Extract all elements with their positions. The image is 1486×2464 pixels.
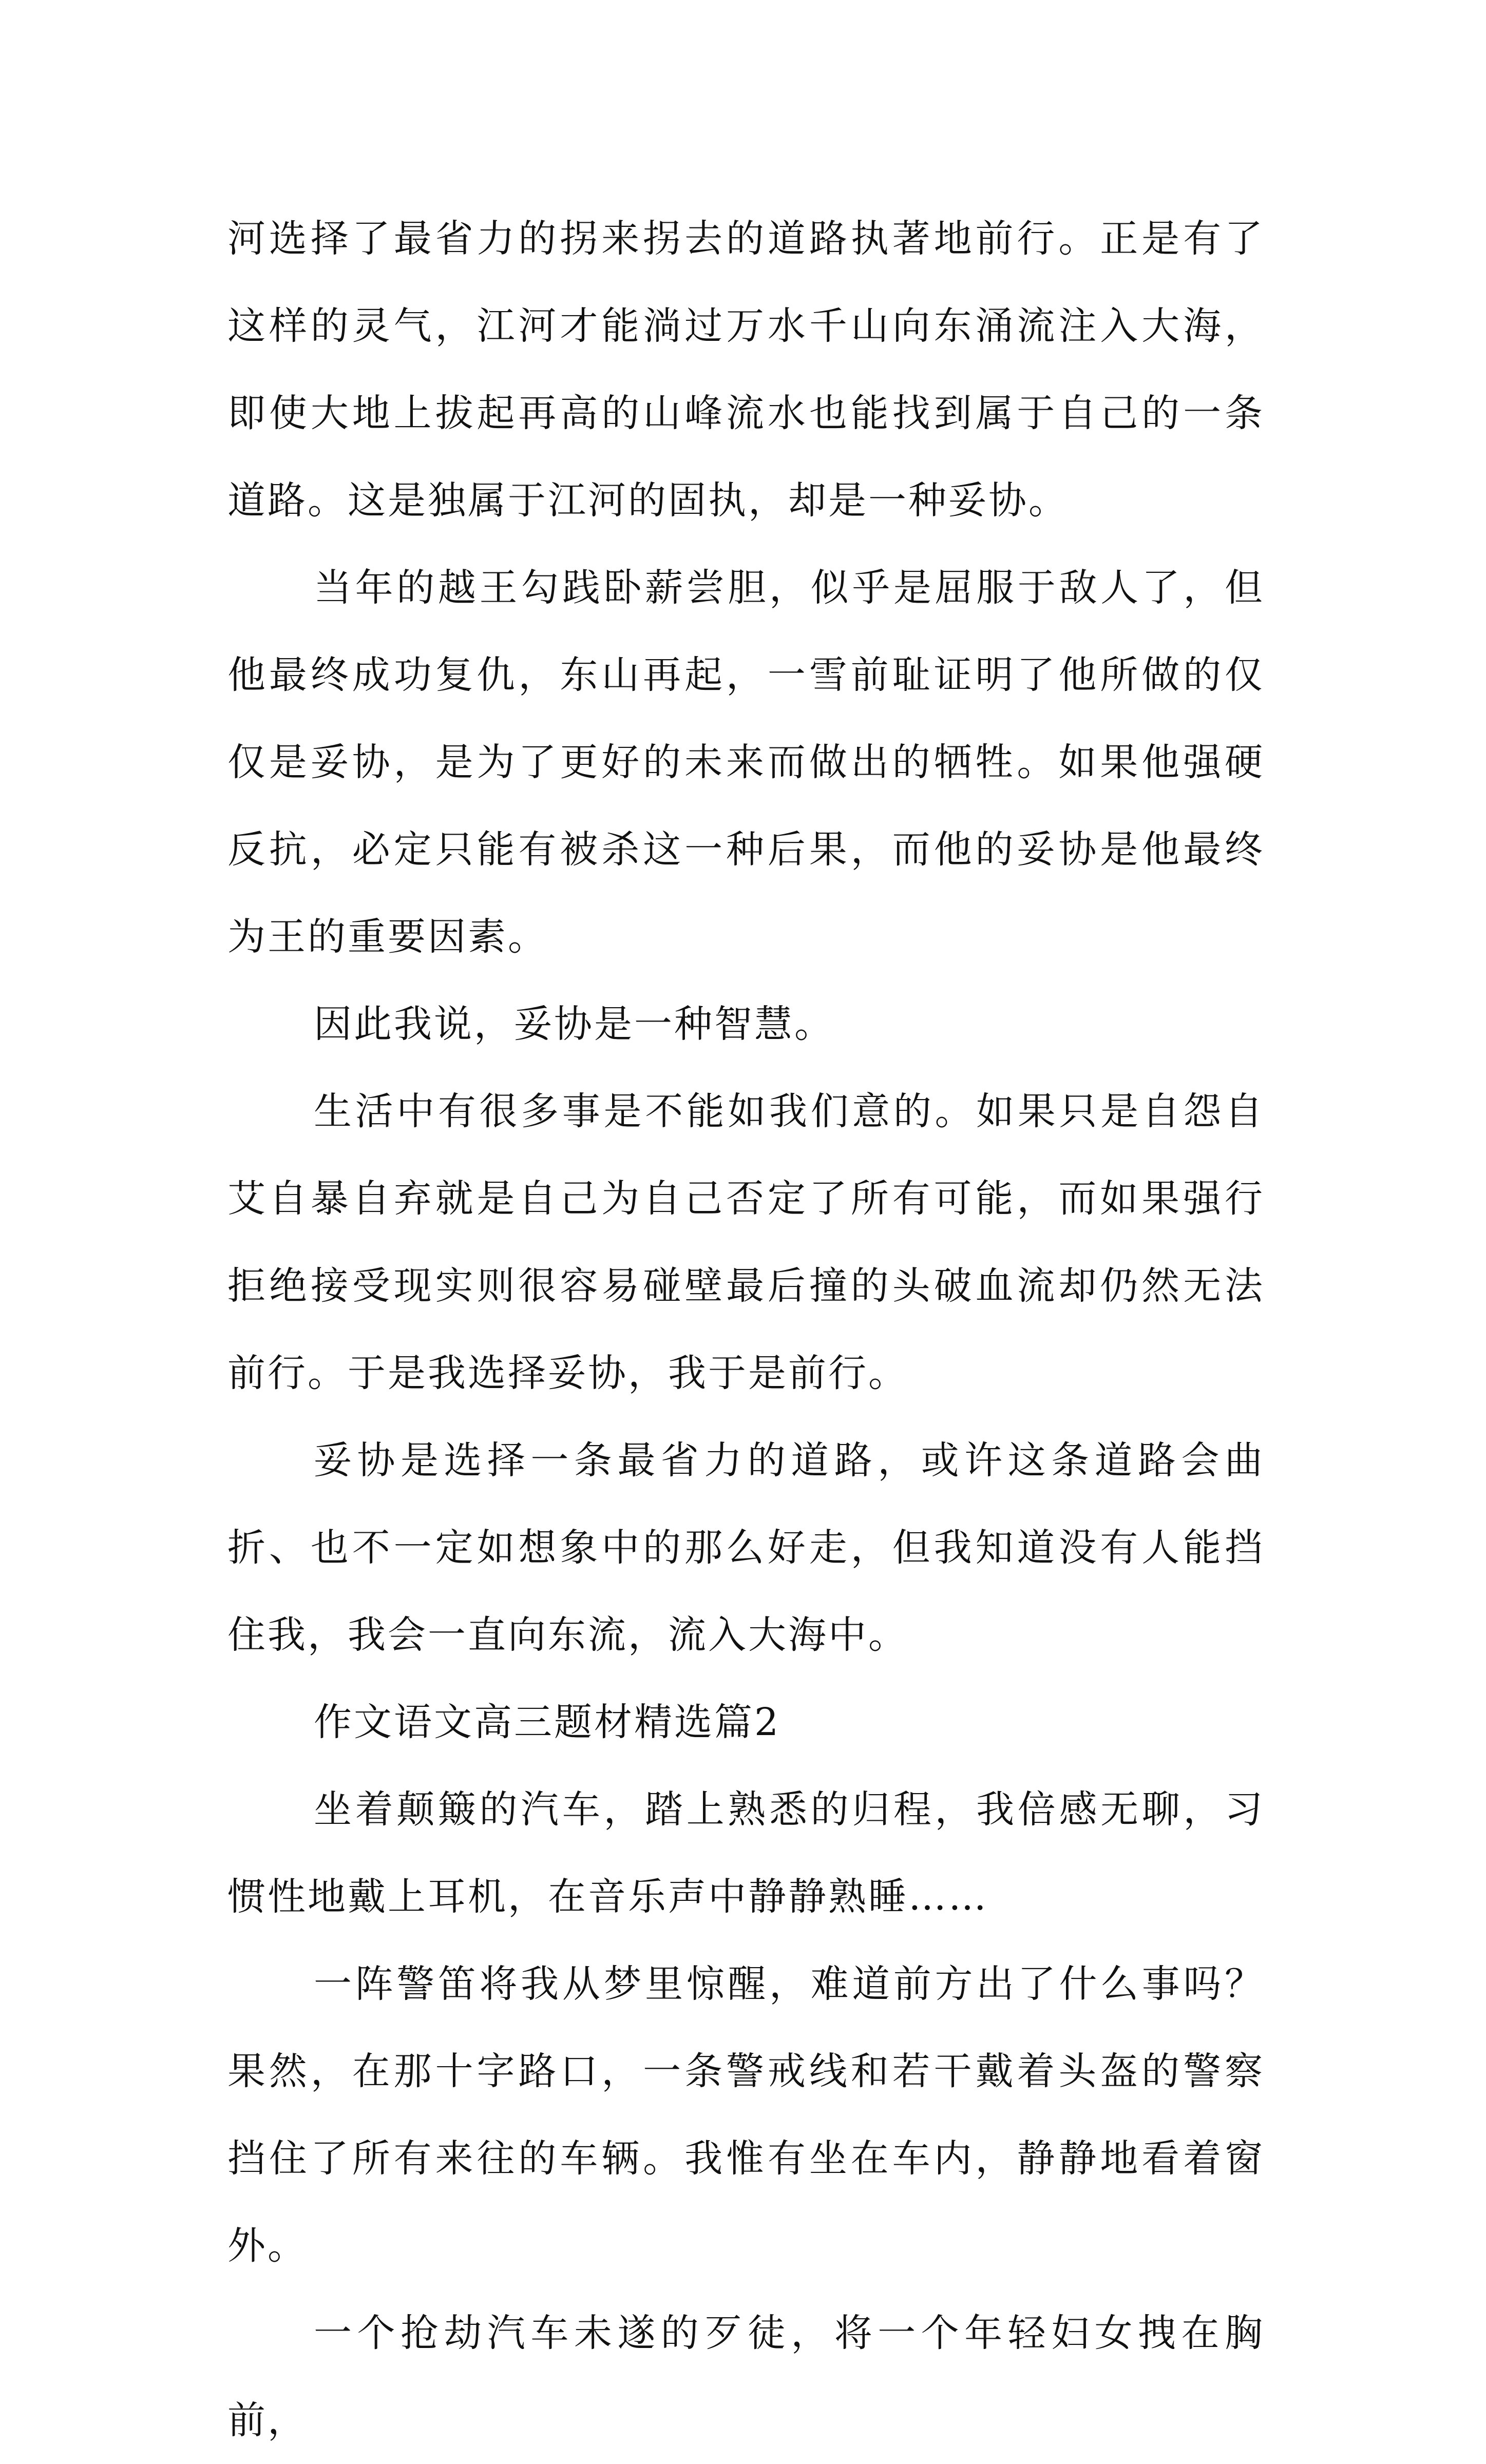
paragraph-goujian: 当年的越王勾践卧薪尝胆，似乎是屈服于敌人了，但他最终成功复仇，东山再起，一雪前耻证明了他所做的仅仅是妥协，是为了更好的未来而做出的牺牲。如果他强硬反抗，必定只能有被杀这一种后果，而他的妥协是他最终为王的重要因素。: [227, 566, 1265, 959]
paragraph-river: 河选择了最省力的拐来拐去的道路执著地前行。正是有了这样的灵气，江河才能淌过万水千山向东涌流注入大海，即使大地上拔起再高的山峰流水也能找到属于自己的一条道路。这是独属于江河的固执，却是一种妥协。: [227, 217, 1265, 523]
paragraph-bus-ride: 坐着颠簸的汽车，踏上熟悉的归程，我倍感无聊，习惯性地戴上耳机，在音乐声中静静熟睡……: [227, 1787, 1265, 1919]
paragraph-compromise-path: 妥协是选择一条最省力的道路，或许这条道路会曲折、也不一定如想象中的那么好走，但我知道没有人能挡住我，我会一直向东流，流入大海中。: [227, 1438, 1265, 1657]
paragraph-conclusion: 因此我说，妥协是一种智慧。: [314, 1002, 834, 1046]
document-page: [227, 195, 1265, 2464]
paragraph-robber: 一个抢劫汽车未遂的歹徒，将一个年轻妇女拽在胸前，: [227, 2311, 1265, 2442]
section-heading: 作文语文高三题材精选篇2: [314, 1700, 781, 1744]
paragraph-life: 生活中有很多事是不能如我们意的。如果只是自怨自艾自暴自弃就是自己为自己否定了所有可能，而如果强行拒绝接受现实则很容易碰壁最后撞的头破血流却仍然无法前行。于是我选择妥协，我于是前行。: [227, 1089, 1265, 1395]
paragraph-police: 一阵警笛将我从梦里惊醒，难道前方出了什么事吗？果然，在那十字路口，一条警戒线和若干戴着头盔的警察挡住了所有来往的车辆。我惟有坐在车内，静静地看着窗外。: [227, 1962, 1265, 2268]
